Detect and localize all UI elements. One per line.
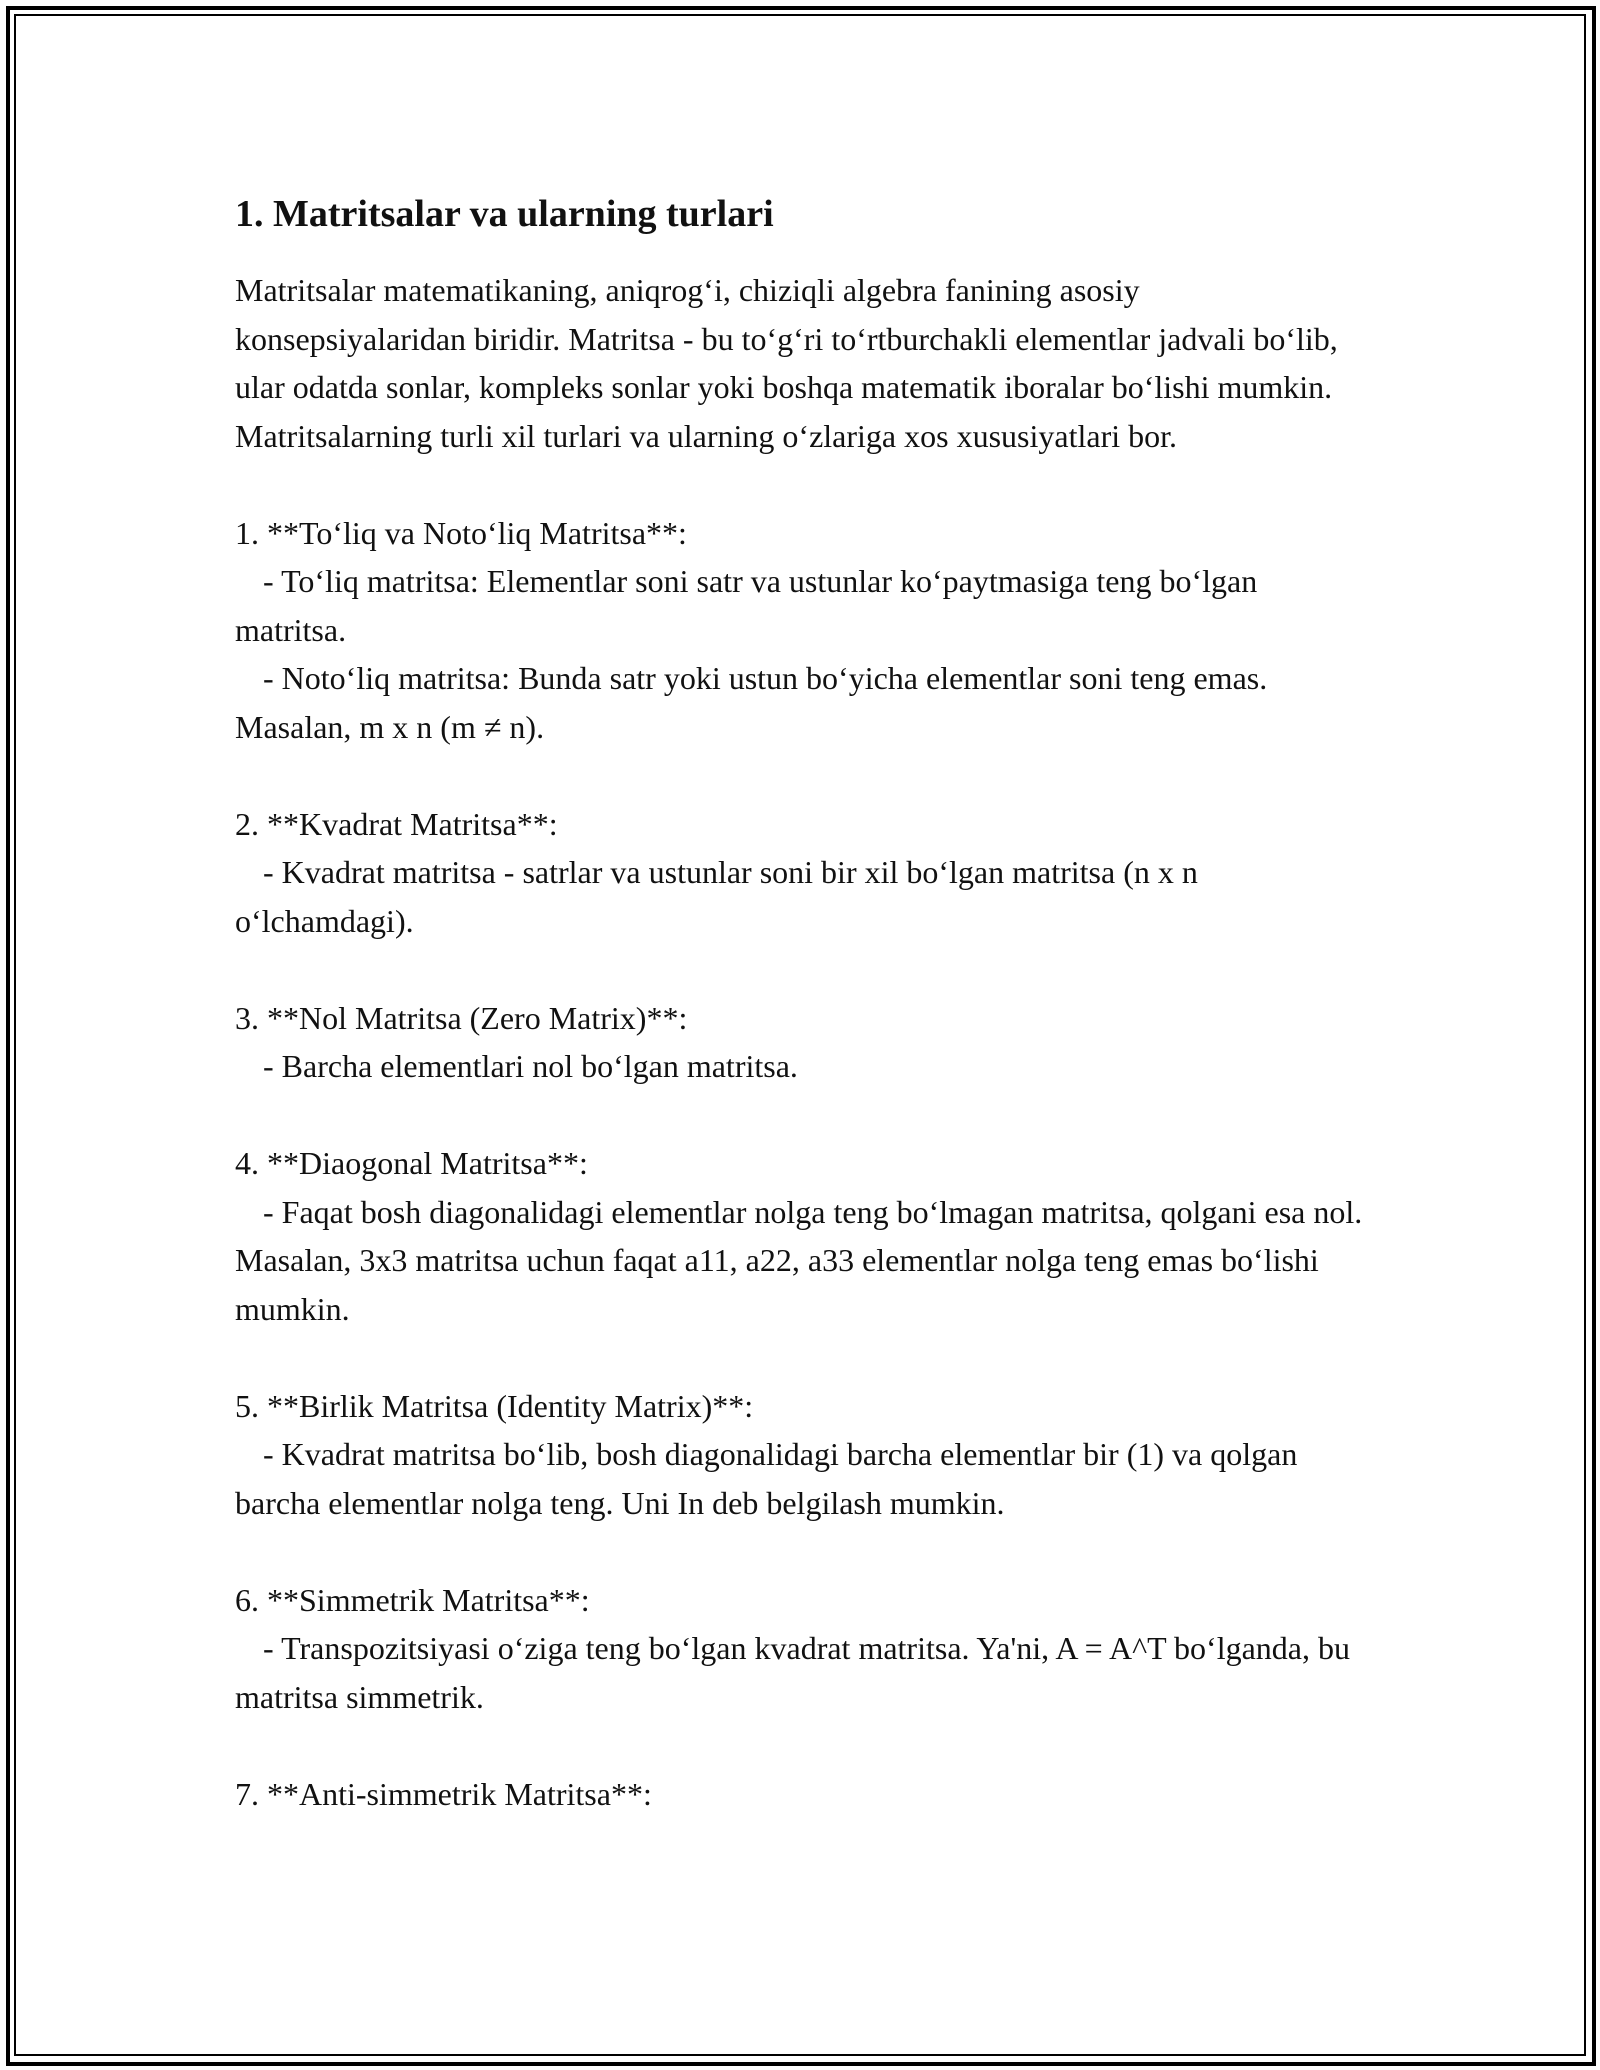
section-bullet: - Transpozitsiyasi o‘ziga teng bo‘lgan kvadrat matritsa. Ya'ni, A = A^T bo‘lganda, bu matritsa simmetrik. xyxy=(235,1630,1350,1715)
section-bullet: - Faqat bosh diagonalidagi elementlar nolga teng bo‘lmagan matritsa, qolgani esa nol. Masalan, 3x3 matritsa uchun faqat a11, a22, a33 elementlar nolga teng emas bo‘lishi mumkin. xyxy=(235,1193,1363,1327)
section-complete-incomplete xyxy=(235,509,1370,752)
document-body xyxy=(235,186,1370,1818)
section-square-matrix xyxy=(235,800,1370,946)
section-bullet: - Kvadrat matritsa bo‘lib, bosh diagonalidagi barcha elementlar bir (1) va qolgan barcha elementlar nolga teng. Uni In deb belgilash mumkin. xyxy=(235,1436,1298,1521)
section-bullet: - Kvadrat matritsa - satrlar va ustunlar soni bir xil bo‘lgan matritsa (n x n o‘lchamdagi). xyxy=(235,854,1198,939)
section-bullet: - To‘liq matritsa: Elementlar soni satr va ustunlar ko‘paytmasiga teng bo‘lgan matritsa. xyxy=(235,563,1258,648)
document-title: 1. Matritsalar va ularning turlari xyxy=(235,193,774,235)
section-heading: 6. **Simmetrik Matritsa**: xyxy=(235,1581,590,1618)
section-bullet: - Barcha elementlari nol bo‘lgan matritsa. xyxy=(263,1048,798,1084)
section-heading: 1. **To‘liq va Noto‘liq Matritsa**: xyxy=(235,514,687,551)
section-heading: 7. **Anti-simmetrik Matritsa**: xyxy=(235,1775,652,1812)
section-identity-matrix xyxy=(235,1382,1370,1528)
section-bullet: - Noto‘liq matritsa: Bunda satr yoki ustun bo‘yicha elementlar soni teng emas. Masalan, m x n (m ≠ n). xyxy=(235,660,1268,745)
section-symmetric-matrix xyxy=(235,1576,1370,1722)
section-zero-matrix xyxy=(235,994,1370,1091)
section-diagonal-matrix xyxy=(235,1139,1370,1333)
section-heading: 3. **Nol Matritsa (Zero Matrix)**: xyxy=(235,999,688,1036)
section-heading: 5. **Birlik Matritsa (Identity Matrix)**: xyxy=(235,1387,754,1424)
intro-paragraph: Matritsalar matematikaning, aniqrog‘i, chiziqli algebra fanining asosiy konsepsiyalaridan biridir. Matritsa - bu to‘g‘ri to‘rtburchakli elementlar jadvali bo‘lib, ular odatda sonlar, kompleks sonlar yoki boshqa matematik iboralar bo‘lishi mumkin. Matritsalarning turli xil turlari va ularning o‘zlariga xos xususiyatlari bor. xyxy=(235,272,1338,454)
section-antisymmetric-matrix xyxy=(235,1770,1370,1819)
section-heading: 2. **Kvadrat Matritsa**: xyxy=(235,805,558,842)
section-heading: 4. **Diaogonal Matritsa**: xyxy=(235,1145,588,1181)
